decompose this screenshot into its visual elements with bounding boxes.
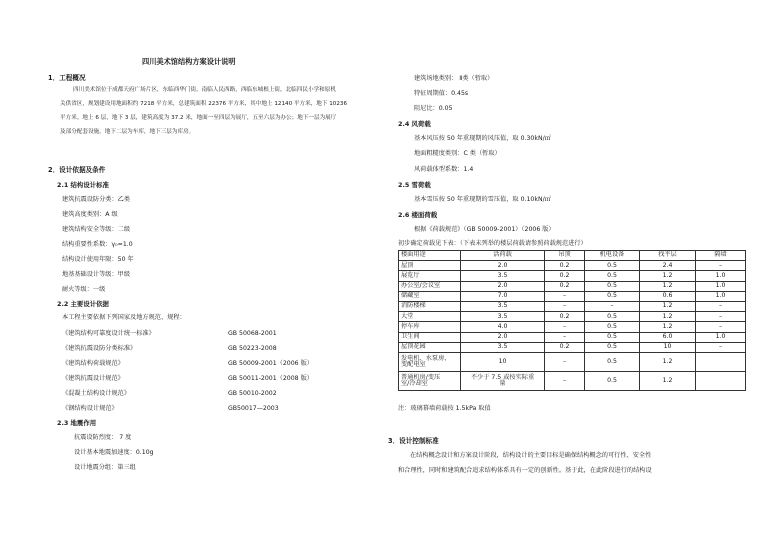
code-name: 《混凝土结构设计规范》 xyxy=(62,390,131,397)
table-cell: 1.2 xyxy=(640,352,696,371)
table-cell: 0.5 xyxy=(585,291,640,301)
code-number: GB 50068-2001 xyxy=(228,330,277,337)
table-cell: 0.6 xyxy=(640,291,696,301)
table-cell: 0.5 xyxy=(585,271,640,281)
header-cell: 吊顶 xyxy=(545,251,585,261)
standard-item: 建筑高度类别：A 级 xyxy=(62,211,118,218)
code-name: 《建筑结构荷载规范》 xyxy=(62,360,124,367)
cell-line: 发电机、水泵房、 xyxy=(401,354,451,362)
table-cell: – xyxy=(585,301,640,311)
table-row xyxy=(399,291,746,301)
code-number: GB 50011-2001（2008 版） xyxy=(228,375,313,382)
section-2-6-heading: 2.6 楼面荷载 xyxy=(398,211,438,219)
standard-item: 地基基础设计等级：甲级 xyxy=(62,271,131,278)
section-2-4-heading: 2.4 风荷载 xyxy=(398,120,431,128)
wind-item: 风荷载体型系数：1.4 xyxy=(414,166,474,173)
table-cell: – xyxy=(696,312,746,322)
section-2-2-heading: 2.2 主要设计依据 xyxy=(57,300,109,308)
table-cell: 2.0 xyxy=(461,261,545,271)
table-cell: 1.2 xyxy=(640,271,696,281)
cell-line: 普通机房/变压 xyxy=(401,373,441,381)
table-cell: 6.0 xyxy=(640,332,696,342)
table-cell: 0.5 xyxy=(585,261,640,271)
table-cell: 3.5 xyxy=(461,312,545,322)
table-cell: 0.5 xyxy=(585,312,640,322)
table-cell: 1.2 xyxy=(640,301,696,311)
table-cell: – xyxy=(545,301,585,311)
table-cell: 1.0 xyxy=(696,291,746,301)
code-number: GB 50223-2008 xyxy=(228,345,277,352)
seismic-item: 设计地震分组：第三组 xyxy=(74,464,136,471)
table-cell: 0.2 xyxy=(545,342,585,352)
table-row xyxy=(399,342,746,352)
code-name: 《建筑抗震设计规范》 xyxy=(62,375,124,382)
table-cell: 0.5 xyxy=(585,322,640,332)
table-cell xyxy=(696,352,746,371)
control-paragraph-line: 在结构概念设计和方案设计阶段，结构设计的主要目标是确保结构概念的可行性、安全性 xyxy=(410,452,652,459)
table-row xyxy=(399,322,746,332)
header-cell: 机电设备 xyxy=(585,251,640,261)
table-row xyxy=(399,332,746,342)
code-name: 《建筑结构可靠度设计统一标准》 xyxy=(62,330,155,337)
header-cell: 隔墙 xyxy=(696,251,746,261)
section-2-heading: 2．设计依据及条件 xyxy=(48,166,106,174)
table-cell: 7.0 xyxy=(461,291,545,301)
table-cell: – xyxy=(696,261,746,271)
table-row xyxy=(399,261,746,271)
table-cell: 消防楼梯 xyxy=(399,301,461,311)
table-cell: 屋顶花园 xyxy=(399,342,461,352)
table-cell xyxy=(399,371,461,390)
section-2-5-heading: 2.5 雪荷载 xyxy=(398,181,431,189)
table-cell: 卫生间 xyxy=(399,332,461,342)
cell-line: 室/冷却室 xyxy=(401,379,428,387)
table-cell: 1.0 xyxy=(696,281,746,291)
overview-line: 关供省区，规划建设用地面积约 7218 平方米，总建筑面积 22376 平方米，其中地上 12140 平方米，地下 10236 xyxy=(60,101,348,107)
overview-line: 及部分配套设施，地下二层为车库，地下三层为库房。 xyxy=(60,129,195,135)
table-cell xyxy=(399,352,461,371)
table-cell: 2.0 xyxy=(461,332,545,342)
table-cell: – xyxy=(696,342,746,352)
table-cell xyxy=(461,371,545,390)
table-cell: – xyxy=(545,332,585,342)
wind-item: 地面粗糙度类别：C 类（暂取） xyxy=(414,150,501,157)
seismic-item: 设计基本地震加速度：0.10g xyxy=(74,449,154,456)
table-cell: 停车库 xyxy=(399,322,461,332)
table-cell: 1.0 xyxy=(696,332,746,342)
table-cell: 10 xyxy=(461,352,545,371)
table-row xyxy=(399,301,746,311)
section-2-3-heading: 2.3 地震作用 xyxy=(57,419,97,427)
load-table-intro: 初步确定荷载见下表：（下表未列举的楼层荷载请参照荷载规范进行） xyxy=(398,240,587,247)
table-cell: 4.0 xyxy=(461,322,545,332)
standard-item: 建筑结构安全等级：二级 xyxy=(62,226,131,233)
section-2-1-heading: 2.1 结构设计标准 xyxy=(57,181,109,189)
table-row xyxy=(399,271,746,281)
table-cell: 0.5 xyxy=(585,352,640,371)
table-cell: 办公室/会议室 xyxy=(399,281,461,291)
seismic-item: 建筑场地类别： Ⅱ类（暂取） xyxy=(414,75,494,82)
header-cell: 楼面用途 xyxy=(399,251,461,261)
control-paragraph-line: 和合理性，同时和建筑配合追求结构体系具有一定的创新性。基于此，在此阶段进行的结构设 xyxy=(398,467,652,474)
table-cell: – xyxy=(545,371,585,390)
table-cell: 0.5 xyxy=(585,342,640,352)
overview-line: 四川美术馆位于成都天府广场片区，东临西华门街，南临人民西路，西临东城根上街，北临四民小学和原机 xyxy=(73,87,336,93)
table-cell: 1.2 xyxy=(640,281,696,291)
table-cell: – xyxy=(696,322,746,332)
table-cell: 0.2 xyxy=(545,261,585,271)
header-cell: 活荷载 xyxy=(461,251,545,261)
table-cell: 1.2 xyxy=(640,312,696,322)
header-cell: 找平层 xyxy=(640,251,696,261)
codes-intro: 本工程主要依据下列国家及地方规范、规程： xyxy=(62,314,186,321)
table-cell: – xyxy=(545,352,585,371)
table-cell: 2.4 xyxy=(640,261,696,271)
code-name: 《建筑抗震设防分类标准》 xyxy=(62,345,137,352)
table-cell: 0.5 xyxy=(585,371,640,390)
standard-item: 建筑抗震设防分类：乙类 xyxy=(62,196,131,203)
table-cell: 0.2 xyxy=(545,312,585,322)
load-table xyxy=(398,250,746,391)
table-cell: 展览厅 xyxy=(399,271,461,281)
table-cell: 2.0 xyxy=(461,281,545,291)
code-number: GB 50010-2002 xyxy=(228,390,277,397)
code-number: GB 50009-2001（2006 版） xyxy=(228,360,313,367)
table-cell: 1.0 xyxy=(696,271,746,281)
cell-line: 变配电室 xyxy=(401,360,426,368)
table-cell: 0.5 xyxy=(585,332,640,342)
table-cell: 0.2 xyxy=(545,281,585,291)
cell-line: 量 xyxy=(499,379,506,387)
standard-item: 结构设计使用年限：50 年 xyxy=(62,256,134,263)
seismic-item: 抗震设防烈度： 7 度 xyxy=(74,434,132,441)
seismic-item: 阻尼比：0.05 xyxy=(414,105,453,112)
table-cell: 1.2 xyxy=(640,322,696,332)
table-row xyxy=(399,281,746,291)
table-cell: 3.5 xyxy=(461,342,545,352)
table-row xyxy=(399,312,746,322)
table-cell: – xyxy=(545,322,585,332)
table-cell xyxy=(696,371,746,390)
wind-item: 基本风压按 50 年重现期的风压值，取 0.30kN/㎡ xyxy=(414,135,551,142)
table-cell: 3.5 xyxy=(461,301,545,311)
table-row xyxy=(399,352,746,371)
document-title: 四川美术馆结构方案设计说明 xyxy=(142,57,236,66)
table-cell: 储藏室 xyxy=(399,291,461,301)
snow-item: 基本雪压按 50 年重现期的雪压值，取 0.10kN/㎡ xyxy=(414,196,551,203)
section-1-heading: 1．工程概况 xyxy=(48,74,86,82)
standard-item: 结构重要性系数：γ₀=1.0 xyxy=(62,241,133,248)
table-cell: 3.5 xyxy=(461,271,545,281)
table-cell: 大堂 xyxy=(399,312,461,322)
seismic-item: 特征周期值：0.45s xyxy=(414,90,469,97)
table-cell: – xyxy=(545,291,585,301)
table-cell: 0.5 xyxy=(585,281,640,291)
overview-line: 平方米。地上 6 层，地下 3 层，建筑高度为 37.2 米，地面一至四层为展厅，五至六层为办公；地下一层为展厅 xyxy=(60,115,337,121)
table-cell: 1.2 xyxy=(640,371,696,390)
table-cell: 屋顶 xyxy=(399,261,461,271)
code-name: 《钢结构设计规范》 xyxy=(62,405,118,412)
table-header-row xyxy=(399,251,746,261)
section-3-heading: 3．设计控制标准 xyxy=(388,437,439,445)
table-cell: 10 xyxy=(640,342,696,352)
load-basis: 根据《荷载规范》（GB 50009-2001）（2006 版） xyxy=(414,226,555,233)
table-note: 注：玻璃幕墙荷载按 1.5kPa 取值 xyxy=(398,405,491,412)
standard-item: 耐火等级：一级 xyxy=(62,286,106,293)
cell-line: 不少于 7.5 或按实际重 xyxy=(470,373,535,381)
table-cell: 0.2 xyxy=(545,271,585,281)
table-row xyxy=(399,371,746,390)
table-cell: – xyxy=(696,301,746,311)
code-number: GB50017—2003 xyxy=(228,405,279,412)
